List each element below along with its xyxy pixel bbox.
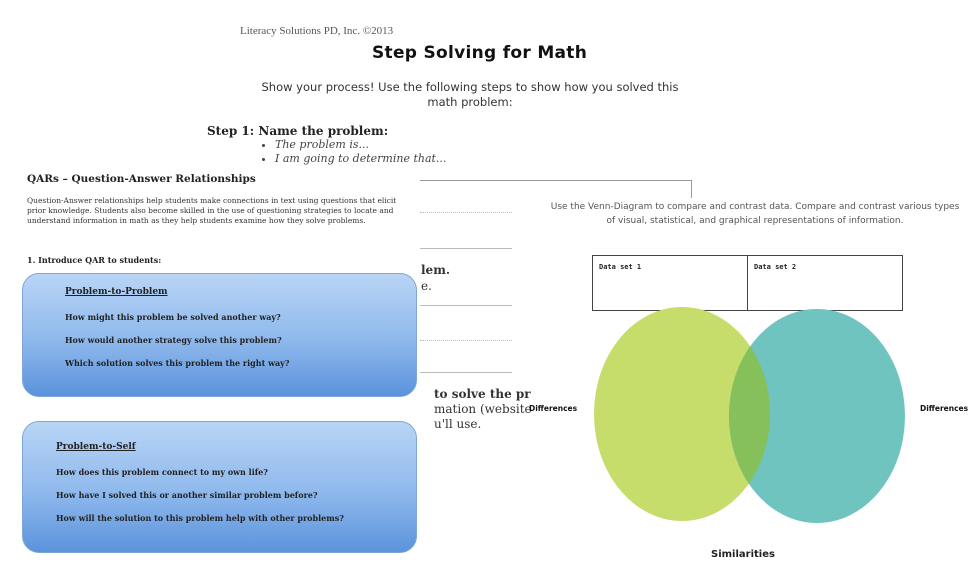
step-fragment: lem. bbox=[421, 263, 451, 277]
copyright-line: Literacy Solutions PD, Inc. ©2013 bbox=[240, 25, 394, 37]
step-fragment: to solve the pr bbox=[434, 387, 531, 401]
data-set-1-label: Data set 1 bbox=[599, 263, 642, 271]
box-question: How would another strategy solve this problem? bbox=[65, 335, 282, 345]
writing-line bbox=[420, 305, 512, 306]
problem-to-self-box bbox=[22, 421, 417, 553]
box-question: How will the solution to this problem help with other problems? bbox=[56, 513, 344, 523]
step-fragment: mation (website bbox=[434, 402, 532, 416]
step-fragment: e. bbox=[421, 279, 432, 293]
venn-instructions: Use the Venn-Diagram to compare and contrast data. Compare and contrast various types of visual, statistical, and graphical representations of information. bbox=[550, 202, 960, 226]
qar-page bbox=[0, 165, 420, 580]
qar-title: QARs – Question-Answer Relationships bbox=[27, 173, 256, 185]
page-title: Step Solving for Math bbox=[372, 43, 588, 63]
writing-line bbox=[420, 340, 512, 341]
box-title: Problem-to-Self bbox=[56, 442, 136, 452]
box-question: How have I solved this or another similar problem before? bbox=[56, 490, 318, 500]
venn-diagram bbox=[515, 300, 980, 530]
left-differences-label: Differences bbox=[529, 404, 578, 413]
right-differences-label: Differences bbox=[920, 404, 969, 413]
step1-heading: Step 1: Name the problem: bbox=[207, 124, 389, 138]
writing-line bbox=[420, 372, 512, 373]
step1-bullet: • The problem is... bbox=[275, 138, 446, 152]
venn-page bbox=[515, 180, 980, 580]
step1-bullets bbox=[257, 138, 446, 166]
problem-to-problem-box bbox=[22, 273, 417, 397]
box-question: How does this problem connect to my own life? bbox=[56, 467, 268, 477]
data-set-2-label: Data set 2 bbox=[754, 263, 797, 271]
intro-text: Show your process! Use the following steps to show how you solved this math problem: bbox=[261, 80, 679, 109]
qar-description: Question-Answer relationships help students make connections in text using questions that elicit prior knowledge. Students also become skilled in the use of questioning strategies to locate and understand information in math as they help students examine how they solve problems. bbox=[27, 196, 397, 225]
step-fragment: u'll use. bbox=[434, 417, 482, 431]
box-question: Which solution solves this problem the right way? bbox=[65, 358, 290, 368]
writing-line bbox=[420, 212, 512, 213]
similarities-label: Similarities bbox=[711, 549, 775, 560]
box-title: Problem-to-Problem bbox=[65, 287, 168, 297]
step1-bullet: • I am going to determine that... bbox=[275, 152, 446, 166]
qar-step: 1. Introduce QAR to students: bbox=[27, 255, 162, 265]
writing-line bbox=[420, 248, 512, 249]
box-question: How might this problem be solved another way? bbox=[65, 312, 281, 322]
